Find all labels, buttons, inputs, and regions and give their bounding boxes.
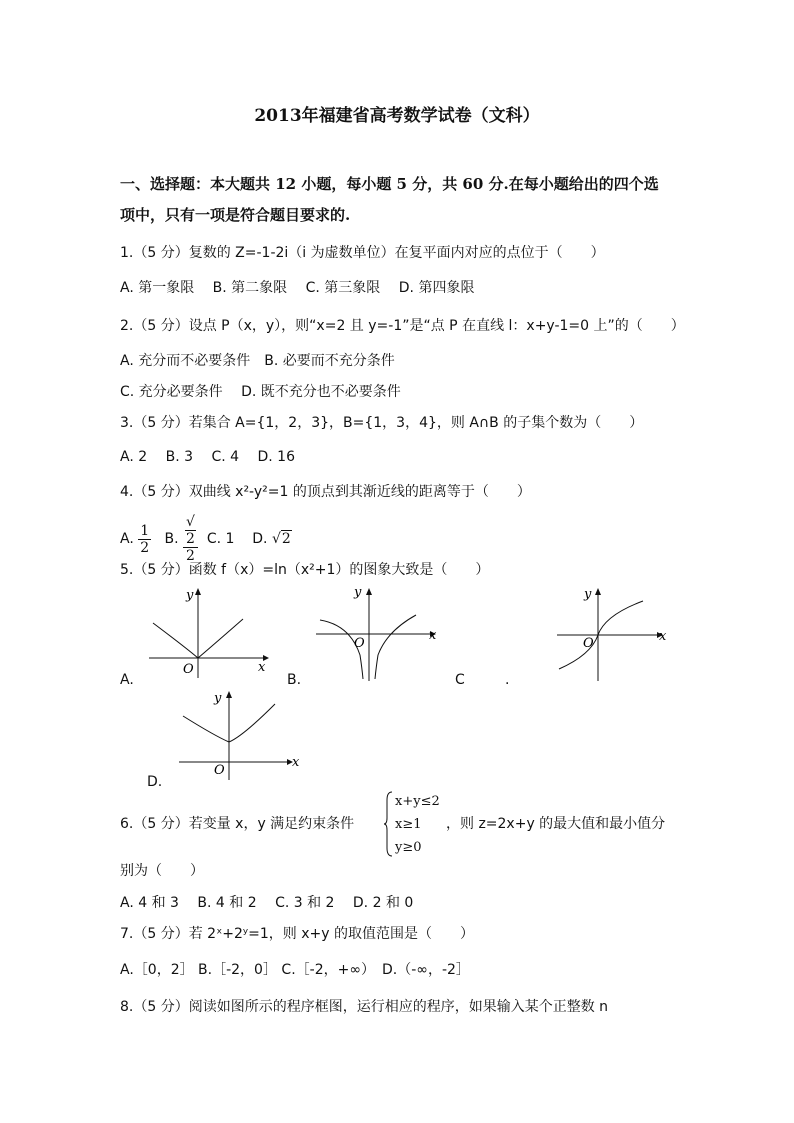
question-8: 8.（5 分）阅读如图所示的程序框图，运行相应的程序，如果输入某个正整数 n	[120, 999, 609, 1015]
fraction-numerator: 1	[140, 522, 150, 539]
question-6-line2: 别为（ ）	[120, 863, 204, 879]
option-c: C. 1	[206, 531, 235, 547]
question-7: 7.（5 分）若 2ˣ+2ʸ=1，则 x+y 的取值范围是（ ）	[120, 926, 474, 942]
origin-label: O	[183, 662, 194, 677]
question-6-post: ，则 z=2x+y 的最大值和最小值分	[446, 816, 666, 832]
option-a-label: A.	[120, 531, 134, 547]
graph-c	[555, 585, 675, 685]
question-7-options: A.［0，2］ B.［-2，0］ C.［-2，+∞） D.（-∞，-2］	[120, 962, 470, 978]
origin-label: O	[214, 763, 225, 778]
constraint-3: y≥0	[395, 840, 422, 855]
origin-label: O	[583, 636, 594, 651]
axis-y-label: y	[214, 691, 222, 706]
constraint-2: x≥1	[395, 817, 422, 832]
fraction-denominator: 2	[186, 548, 195, 564]
axis-x-label: x	[258, 660, 266, 675]
option-b-label: B.	[164, 531, 179, 547]
question-1-options: A. 第一象限 B. 第二象限 C. 第三象限 D. 第四象限	[120, 280, 475, 296]
brace-left	[383, 790, 393, 858]
question-3-options: A. 2 B. 3 C. 4 D. 16	[120, 449, 295, 465]
graph-d	[175, 688, 310, 783]
question-6-pre: 6.（5 分）若变量 x，y 满足约束条件	[120, 816, 355, 832]
question-4-options	[120, 514, 292, 564]
graph-c-label: C	[455, 672, 465, 688]
section-heading-line2: 项中，只有一项是符合题目要求的.	[120, 206, 351, 224]
question-3: 3.（5 分）若集合 A={1，2，3}，B={1，3，4}，则 A∩B 的子集个数为（ ）	[120, 415, 644, 431]
question-2-options-row2: C. 充分必要条件 D. 既不充分也不必要条件	[120, 384, 401, 400]
question-4: 4.（5 分）双曲线 x²-y²=1 的顶点到其渐近线的距离等于（ ）	[120, 484, 531, 500]
graph-c-label-dot: .	[505, 672, 510, 688]
sqrt-two: √2	[271, 531, 291, 547]
question-2: 2.（5 分）设点 P（x，y），则“x=2 且 y=-1”是“点 P 在直线 l：x+y-1=0 上”的（ ）	[120, 318, 685, 334]
axis-y-label: y	[354, 585, 362, 600]
page-title: 2013年福建省高考数学试卷（文科）	[254, 106, 540, 126]
constraint-1: x+y≤2	[395, 794, 440, 809]
question-2-options-row1: A. 充分而不必要条件 B. 必要而不充分条件	[120, 353, 395, 369]
sqrt-sign: √	[186, 514, 195, 530]
axis-x-label: x	[429, 628, 437, 643]
fraction-denominator: 2	[140, 539, 150, 556]
fraction-one-half	[138, 523, 151, 556]
axis-y-label: y	[584, 587, 592, 602]
axis-y-label: y	[186, 588, 194, 603]
graph-b	[312, 583, 447, 683]
graph-d-label: D.	[147, 774, 163, 790]
origin-label: O	[354, 636, 365, 651]
question-5: 5.（5 分）函数 f（x）=ln（x²+1）的图象大致是（ ）	[120, 562, 490, 578]
question-1: 1.（5 分）复数的 Z=-1-2i（i 为虚数单位）在复平面内对应的点位于（ ）	[120, 245, 605, 261]
question-6-options: A. 4 和 3 B. 4 和 2 C. 3 和 2 D. 2 和 0	[120, 895, 414, 911]
fraction-sqrt2-over-2	[183, 514, 198, 564]
option-d-label: D.	[252, 531, 268, 547]
graph-a-label: A.	[120, 672, 134, 688]
graph-a	[145, 585, 275, 680]
radicand: 2	[186, 531, 195, 547]
graph-b-label: B.	[287, 672, 302, 688]
axis-x-label: x	[659, 629, 667, 644]
axis-x-label: x	[292, 755, 300, 770]
section-heading-line1: 一、选择题：本大题共 12 小题，每小题 5 分，共 60 分.在每小题给出的四个选	[120, 175, 659, 193]
